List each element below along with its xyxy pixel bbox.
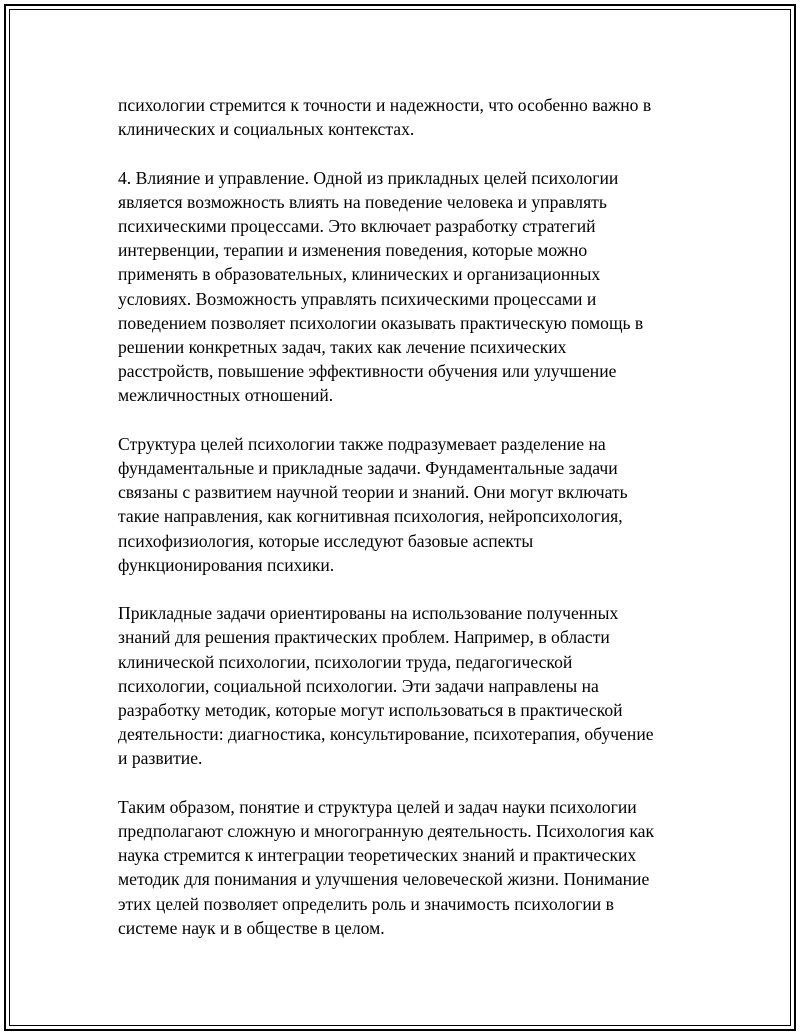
text-line: такие направления, как когнитивная психология, нейропсихология, <box>118 506 623 527</box>
text-line: интервенции, терапии и изменения поведения, которые можно <box>118 240 588 261</box>
text-line: деятельности: диагностика, консультирование, психотерапия, обучение <box>118 724 654 745</box>
text-line: знаний для решения практических проблем. Например, в области <box>118 627 610 648</box>
text-line: решении конкретных задач, таких как лечение психических <box>118 337 567 358</box>
text-line: Прикладные задачи ориентированы на использование полученных <box>118 603 619 624</box>
text-line: клинических и социальных контекстах. <box>118 119 415 140</box>
text-line: разработку методик, которые могут использоваться в практической <box>118 700 623 721</box>
paragraph-4 <box>118 601 688 770</box>
text-line: применять в образовательных, клинических и организационных <box>118 264 601 285</box>
text-line: предполагают сложную и многогранную деятельность. Психология как <box>118 821 654 842</box>
paragraph-1 <box>118 93 688 141</box>
text-line: фундаментальные и прикладные задачи. Фундаментальные задачи <box>118 458 618 479</box>
document-body <box>118 93 688 964</box>
text-line: является возможность влиять на поведение человека и управлять <box>118 191 607 212</box>
text-line: и развитие. <box>118 748 203 769</box>
text-line: психологии, социальной психологии. Эти задачи направлены на <box>118 675 599 696</box>
text-line: функционирования психики. <box>118 554 335 575</box>
text-line: расстройств, повышение эффективности обучения или улучшение <box>118 361 617 382</box>
text-line: этих целей позволяет определить роль и значимость психологии в <box>118 893 614 914</box>
text-line: наука стремится к интеграции теоретических знаний и практических <box>118 845 637 866</box>
paragraph-2 <box>118 166 688 408</box>
text-line: поведением позволяет психологии оказывать практическую помощь в <box>118 312 644 333</box>
paragraph-5 <box>118 795 688 940</box>
text-line: межличностных отношений. <box>118 385 334 406</box>
text-line: условиях. Возможность управлять психическими процессами и <box>118 288 597 309</box>
text-line: связаны с развитием научной теории и знаний. Они могут включать <box>118 482 628 503</box>
paragraph-3 <box>118 432 688 577</box>
text-line: 4. Влияние и управление. Одной из прикладных целей психологии <box>118 167 619 188</box>
text-line: психологии стремится к точности и надежности, что особенно важно в <box>118 95 652 115</box>
text-line: методик для понимания и улучшения человеческой жизни. Понимание <box>118 869 650 890</box>
text-line: Структура целей психологии также подразумевает разделение на <box>118 433 606 454</box>
text-line: клинической психологии, психологии труда, педагогической <box>118 651 573 672</box>
text-line: Таким образом, понятие и структура целей и задач науки психологии <box>118 796 637 817</box>
text-line: психическими процессами. Это включает разработку стратегий <box>118 216 596 236</box>
text-line: психофизиология, которые исследуют базовые аспекты <box>118 530 534 551</box>
text-line: системе наук и в обществе в целом. <box>118 917 385 938</box>
